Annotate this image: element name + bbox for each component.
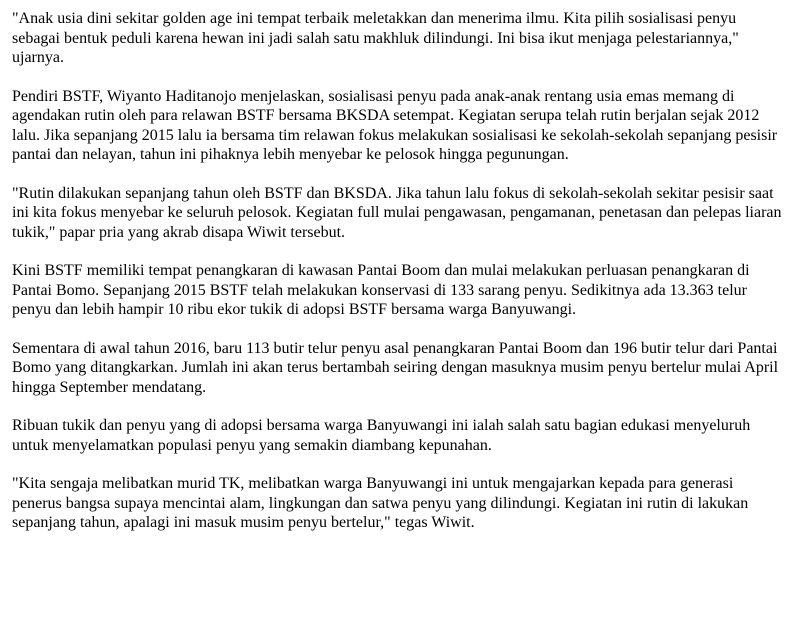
article-body	[12, 9, 782, 552]
article-paragraph: Pendiri BSTF, Wiyanto Haditanojo menjelaskan, sosialisasi penyu pada anak-anak rentang usia emas memang di agendakan rutin oleh para relawan BSTF bersama BKSDA setempat. Kegiatan serupa telah rutin berjalan sejak 2012 lalu. Jika sepanjang 2015 lalu ia bersama tim relawan fokus melakukan sosialisasi ke sekolah-sekolah sepanjang pesisir pantai dan nelayan, tahun ini pihaknya lebih menyebar ke pelosok hingga pegunungan.	[12, 87, 778, 163]
article-paragraph: "Anak usia dini sekitar golden age ini tempat terbaik meletakkan dan menerima ilmu. Kita pilih sosialisasi penyu sebagai bentuk peduli karena hewan ini jadi salah satu makhluk dilindungi. Ini bisa ikut menjaga pelestariannya," ujarnya.	[12, 10, 739, 66]
article-paragraph: Ribuan tukik dan penyu yang di adopsi bersama warga Banyuwangi ini ialah salah satu bagian edukasi menyeluruh untuk menyelamatkan populasi penyu yang semakin diambang kepunahan.	[12, 417, 751, 454]
article-paragraph: "Rutin dilakukan sepanjang tahun oleh BSTF dan BKSDA. Jika tahun lalu fokus di sekolah-sekolah sekitar pesisir saat ini kita fokus menyebar ke seluruh pelosok. Kegiatan full mulai pengawasan, pengamanan, penetasan dan pelepas liaran tukik," papar pria yang akrab disapa Wiwit tersebut.	[12, 184, 782, 241]
article-paragraph: "Kita sengaja melibatkan murid TK, melibatkan warga Banyuwangi ini untuk mengajarkan kepada para generasi penerus bangsa supaya mencintai alam, lingkungan dan satwa penyu yang dilindungi. Kegiatan ini rutin di lakukan sepanjang tahun, apalagi ini masuk musim penyu bertelur," tegas Wiwit.	[12, 475, 749, 531]
article-paragraph: Kini BSTF memiliki tempat penangkaran di kawasan Pantai Boom dan mulai melakukan perluasan penangkaran di Pantai Bomo. Sepanjang 2015 BSTF telah melakukan konservasi di 133 sarang penyu. Sedikitnya ada 13.363 telur penyu dan lebih hampir 10 ribu ekor tukik di adopsi BSTF bersama warga Banyuwangi.	[12, 262, 750, 318]
article-paragraph: Sementara di awal tahun 2016, baru 113 butir telur penyu asal penangkaran Pantai Boom dan 196 butir telur dari Pantai Bomo yang ditangkarkan. Jumlah ini akan terus bertambah seiring dengan masuknya musim penyu bertelur mulai April hingga September mendatang.	[12, 339, 779, 396]
